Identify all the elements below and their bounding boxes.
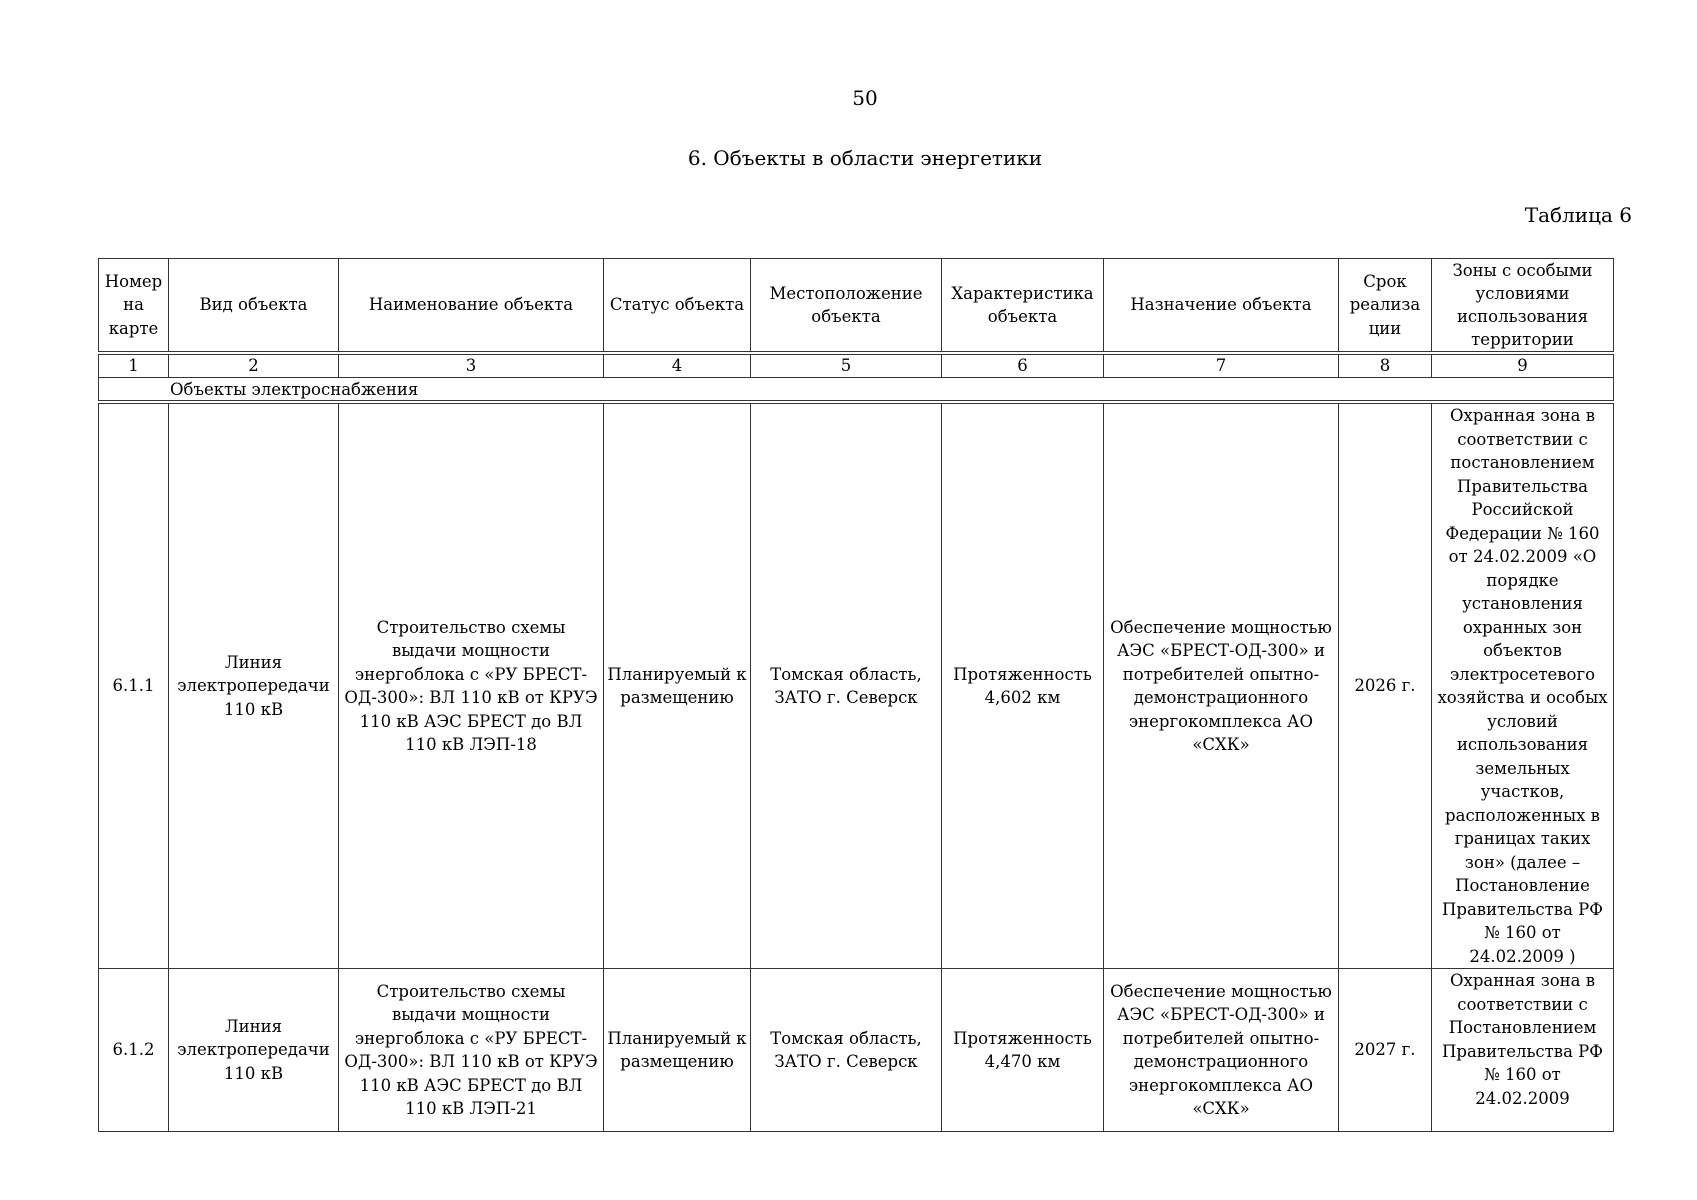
object-name: Строительство схемы выдачи мощности энергоблока с «РУ БРЕСТ-ОД-300»: ВЛ 110 кВ от КРУЭ 110 кВ АЭС БРЕСТ до ВЛ 110 кВ ЛЭП-21 (339, 969, 604, 1132)
column-number: 5 (751, 353, 942, 378)
column-number: 6 (942, 353, 1104, 378)
column-number: 9 (1432, 353, 1614, 378)
header-cell: Наименование объекта (339, 259, 604, 354)
table-row (99, 402, 1614, 969)
group-title: Объекты электроснабжения (170, 379, 419, 399)
energy-objects-table (98, 258, 1614, 1132)
header-cell: Зоны с особыми условиями использования территории (1432, 259, 1614, 354)
table-row (99, 969, 1614, 1132)
header-cell: Вид объекта (169, 259, 339, 354)
special-zones: Охранная зона в соответствии с Постановлением Правительства РФ № 160 от 24.02.2009 (1432, 969, 1614, 1132)
column-number-row (99, 353, 1614, 378)
object-type: Линия электропередачи 110 кВ (169, 402, 339, 969)
section-title: 6. Объекты в области энергетики (687, 146, 1043, 170)
object-type: Линия электропередачи 110 кВ (169, 969, 339, 1132)
object-purpose: Обеспечение мощностью АЭС «БРЕСТ-ОД-300» и потребителей опытно-демонстрационного энергокомплекса АО «СХК» (1104, 402, 1339, 969)
group-title-cell (99, 378, 1614, 403)
column-number: 7 (1104, 353, 1339, 378)
object-purpose: Обеспечение мощностью АЭС «БРЕСТ-ОД-300» и потребителей опытно-демонстрационного энергокомплекса АО «СХК» (1104, 969, 1339, 1132)
implementation-term: 2027 г. (1339, 969, 1432, 1132)
object-name: Строительство схемы выдачи мощности энергоблока с «РУ БРЕСТ-ОД-300»: ВЛ 110 кВ от КРУЭ 110 кВ АЭС БРЕСТ до ВЛ 110 кВ ЛЭП-18 (339, 402, 604, 969)
object-characteristic: Протяженность 4,470 км (942, 969, 1104, 1132)
special-zones: Охранная зона в соответствии с постановлением Правительства Российской Федерации № 160 от 24.02.2009 «О порядке установления охранных зон объектов электросетевого хозяйства и особых условий использования земельных участков, расположенных в границах таких зон» (далее – Постановление Правительства РФ № 160 от 24.02.2009 ) (1432, 402, 1614, 969)
object-status: Планируемый к размещению (604, 402, 751, 969)
column-number: 8 (1339, 353, 1432, 378)
map-number: 6.1.2 (99, 969, 169, 1132)
column-number: 3 (339, 353, 604, 378)
object-location: Томская область, ЗАТО г. Северск (751, 969, 942, 1132)
group-row (99, 378, 1614, 403)
header-cell: Номер на карте (99, 259, 169, 354)
header-row (99, 259, 1614, 354)
header-cell: Характеристика объекта (942, 259, 1104, 354)
column-number: 2 (169, 353, 339, 378)
map-number: 6.1.1 (99, 402, 169, 969)
object-location: Томская область, ЗАТО г. Северск (751, 402, 942, 969)
header-cell: Местоположение объекта (751, 259, 942, 354)
column-number: 4 (604, 353, 751, 378)
header-cell: Статус объекта (604, 259, 751, 354)
object-characteristic: Протяженность 4,602 км (942, 402, 1104, 969)
page-number: 50 (852, 86, 878, 110)
header-cell: Срок реализа ции (1339, 259, 1432, 354)
header-cell: Назначение объекта (1104, 259, 1339, 354)
implementation-term: 2026 г. (1339, 402, 1432, 969)
table-label: Таблица 6 (1524, 203, 1632, 227)
column-number: 1 (99, 353, 169, 378)
object-status: Планируемый к размещению (604, 969, 751, 1132)
